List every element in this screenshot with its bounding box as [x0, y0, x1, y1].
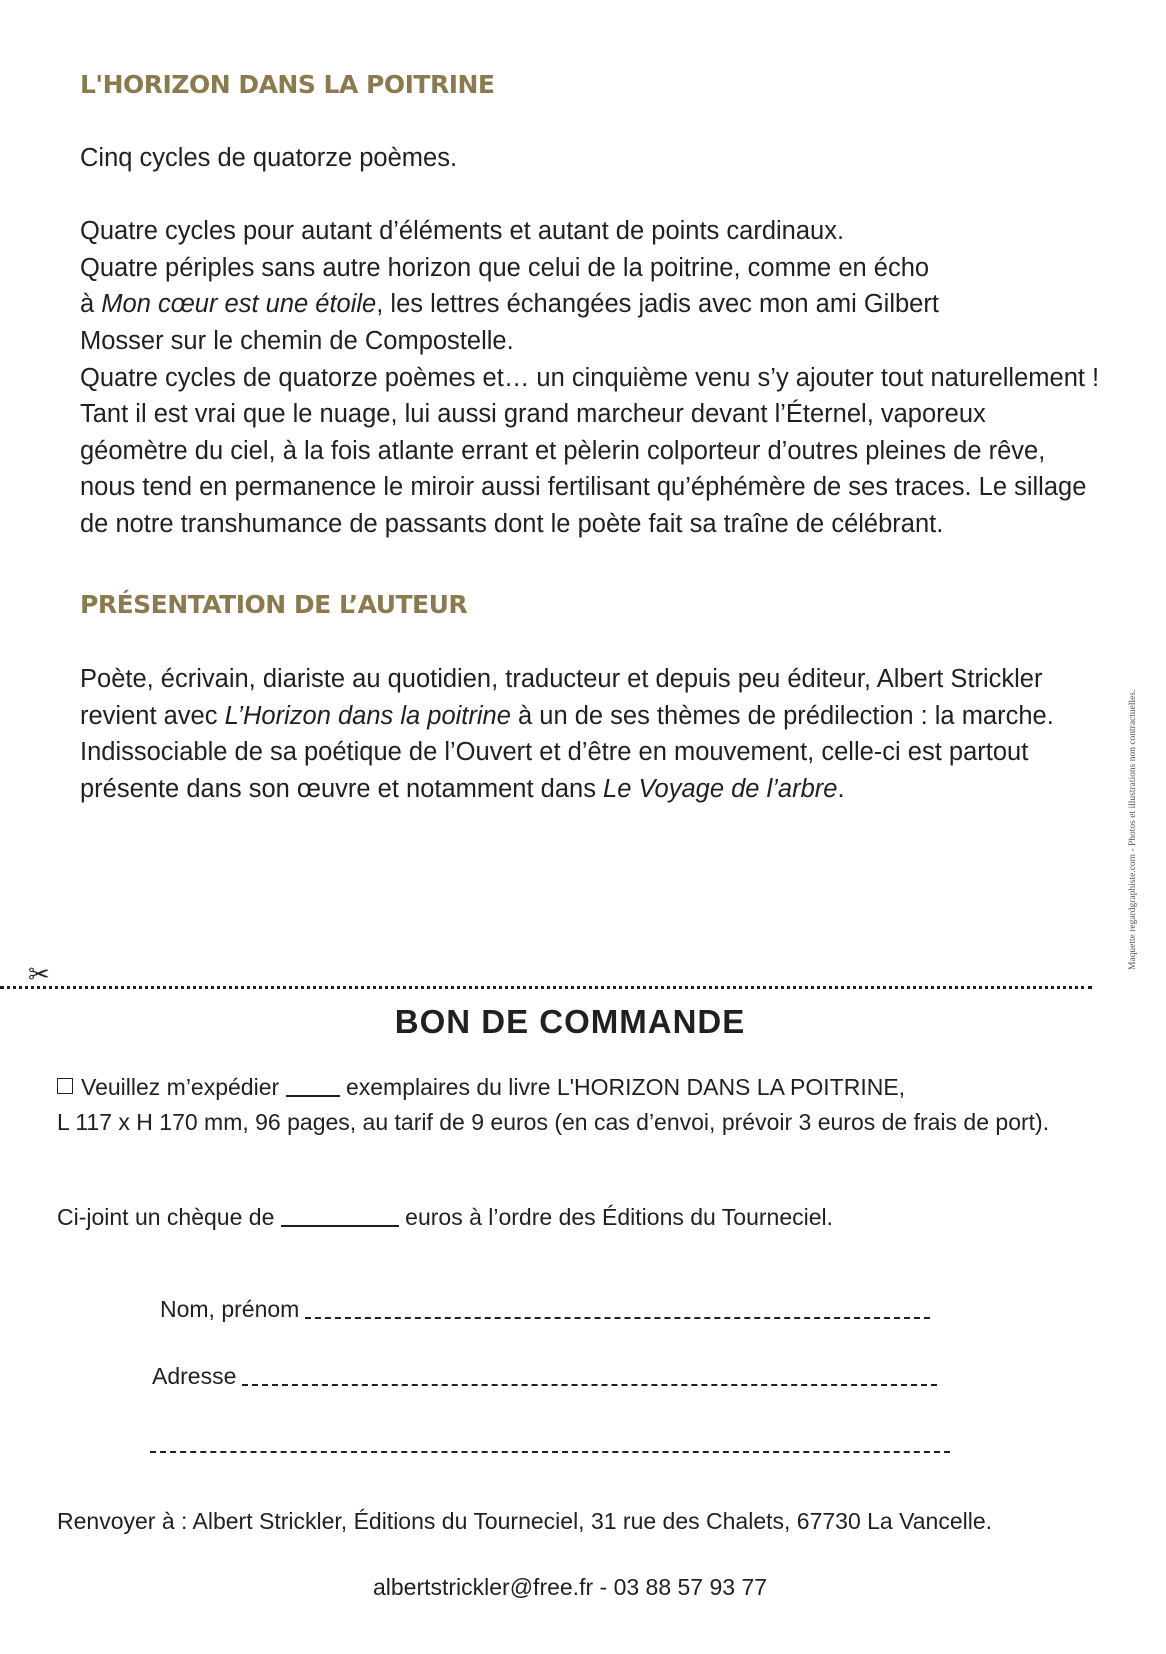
address-row-2 [150, 1430, 950, 1457]
scissors-icon: ✂ [28, 960, 50, 990]
return-address: Renvoyer à : Albert Strickler, Éditions du Tourneciel, 31 rue des Chalets, 67730 La Vancelle. [57, 1508, 993, 1534]
book-title-italic: Le Voyage de l’arbre [603, 774, 838, 803]
name-row [160, 1296, 930, 1323]
book-format-text: L 117 x H 170 mm, 96 pages, au tarif de 9 euros (en cas d’envoi, prévoir 3 euros de frais de port). [57, 1109, 1050, 1135]
side-credit: Maquette regardgraphiste.com - Photos et illustrations non contractuelles. [1128, 689, 1138, 970]
contact-info: albertstrickler@free.fr - 03 88 57 93 77 [372, 1574, 768, 1600]
section-heading-book: L'HORIZON DANS LA POITRINE [80, 70, 495, 99]
paragraph-line: à Mon cœur est une étoile, les lettres échangées jadis avec mon ami Gilbert [80, 290, 939, 319]
address-row [152, 1363, 937, 1390]
section-heading-author: PRÉSENTATION DE L’AUTEUR [80, 590, 468, 619]
paragraph-line: Quatre périples sans autre horizon que celui de la poitrine, comme en écho [80, 253, 930, 282]
book-description [80, 140, 1100, 543]
name-label: Nom, prénom [160, 1296, 300, 1322]
address-label: Adresse [152, 1363, 237, 1389]
paragraph-body: Quatre cycles de quatorze poèmes et… un cinquième venu s’y ajouter tout naturellement ! Tant il est vrai que le nuage, lui aussi grand marcheur devant l’Éternel, vaporeux géomètre du ciel, à la fois atlante errant et pèlerin colporteur d’outres pleines de rêve, nous tend en permanence le miroir aussi fertilisant qu’éphémère de ses traces. Le sillage de notre transhumance de passants dont le poète fait sa traîne de célébrant. [80, 363, 1100, 538]
paragraph-intro: Cinq cycles de quatorze poèmes. [80, 144, 458, 172]
book-title-italic: L’Horizon dans la poitrine [224, 701, 511, 730]
cut-line-divider [0, 986, 1092, 989]
book-title-italic: Mon cœur est une étoile [101, 290, 377, 319]
order-quantity-text: Veuillez m’expédier exemplaires du livre L'HORIZON DANS LA POITRINE, L 117 x H 170 mm, 96 pages, au tarif de 9 euros (en cas d’envoi, prévoir 3 euros de frais de port). [57, 1074, 1050, 1135]
name-field[interactable] [305, 1297, 930, 1319]
address-field-2[interactable] [150, 1431, 950, 1453]
author-presentation [80, 661, 1080, 807]
order-form-title: BON DE COMMANDE [394, 1003, 746, 1040]
checkbox-icon[interactable] [57, 1078, 73, 1094]
paragraph-line: Quatre cycles pour autant d’éléments et autant de points cardinaux. [80, 217, 845, 246]
quantity-field[interactable] [286, 1075, 340, 1097]
address-field[interactable] [242, 1364, 937, 1386]
cheque-text: Ci-joint un chèque de euros à l’ordre des Éditions du Tourneciel. [57, 1204, 834, 1230]
paragraph-line: Mosser sur le chemin de Compostelle. [80, 326, 514, 355]
cheque-amount-field[interactable] [281, 1205, 399, 1227]
paragraph-author: Poète, écrivain, diariste au quotidien, traducteur et depuis peu éditeur, Albert Strickler revient avec L’Horizon dans la poitrine à un de ses thèmes de prédilection : la marche. Indissociable de sa poétique de l’Ouvert et d’être en mouvement, celle-ci est partout présente dans son œuvre et notamment dans Le Voyage de l’arbre. [80, 665, 1054, 803]
